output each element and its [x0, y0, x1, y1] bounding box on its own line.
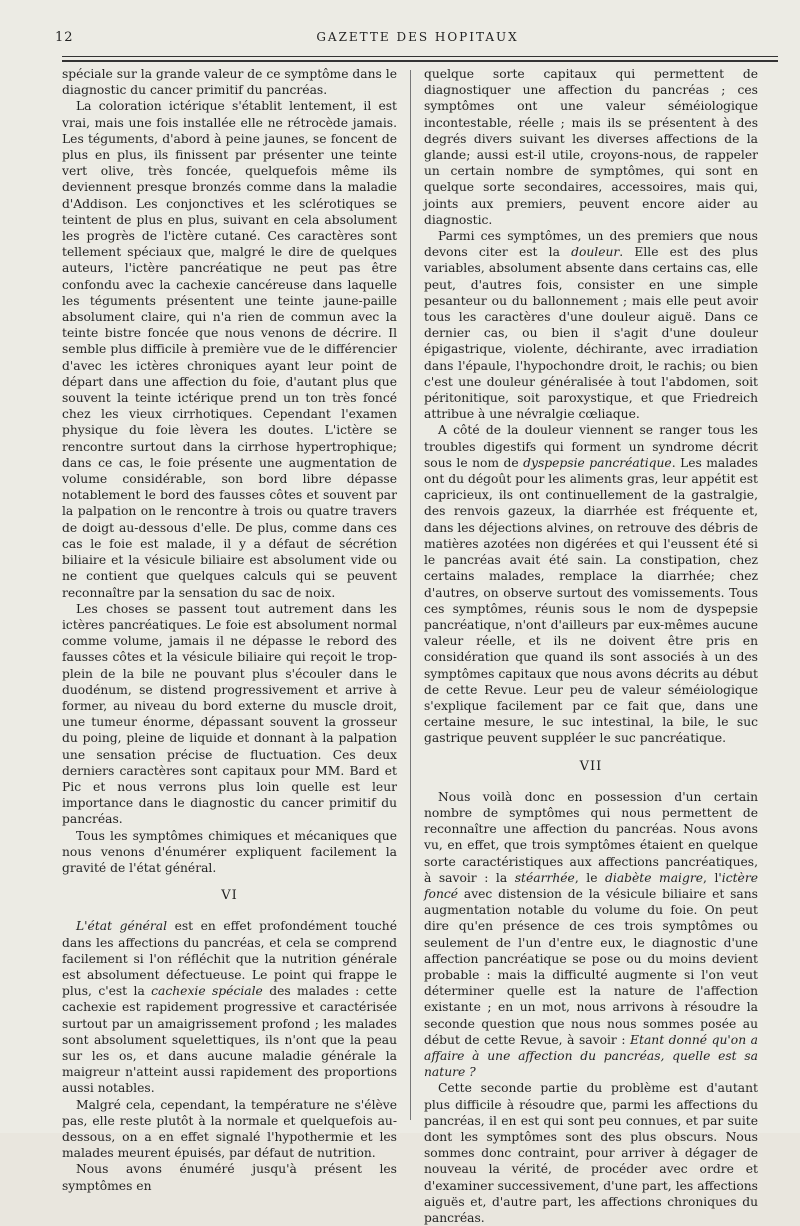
page-header — [55, 30, 780, 52]
paragraph — [424, 422, 758, 746]
text-run: . Elle est des plus variables, absolument absente dans certains cas, elle peut, d'autres fois, consister en une simple pesanteur ou du ballonnement ; mais elle peut avoir tous les caractères d'une douleur aiguë. Dans ce dernier cas, ou bien il s'agit d'une douleur épigastrique, violente, déchirante, avec irradiation dans l'épaule, l'hypochondre droit, le rachis; ou bien c'est une douleur généralisée à tout l'abdomen, soit péritonitique, soit paroxystique, et que Friedreich attribue à une névralgie cœliaque. — [424, 245, 758, 422]
running-title: GAZETTE DES HOPITAUX — [316, 30, 519, 44]
paragraph: spéciale sur la grande valeur de ce symptôme dans le diagnostic du cancer primitif du pancréas. — [62, 67, 397, 98]
emphasis: douleur — [571, 245, 620, 260]
right-column — [424, 66, 758, 1226]
page-number: 12 — [55, 30, 74, 45]
paragraph — [62, 918, 397, 1096]
text-run: des malades : cette cachexie est rapidement progressive et caractérisée surtout par un amaigrissement profond ; les malades sont absolument squelettiques, ils n'ont que la peau sur les os, et dans aucune maladie générale la maigreur n'atteint aussi rapidement des proportions aussi notables. — [62, 984, 397, 1096]
paragraph: La coloration ictérique s'établit lentement, il est vrai, mais une fois installée elle ne rétrocède jamais. Les téguments, d'abord à peine jaunes, se foncent de plus en plus, ils finissent par présenter une teinte vert olive, très foncée, quelquefois même ils deviennent presque bronzés comme dans la maladie d'Addison. Les conjonctives et les sclérotiques se teintent de plus en plus, suivant en cela absolument les progrès de l'ictère cutané. Ces caractères sont tellement spéciaux que, malgré le dire de quelques auteurs, l'ictère pancréatique ne peut pas être confondu avec la cachexie cancéreuse dans laquelle les téguments présentent une teinte jaune-paille absolument claire, qui n'a rien de commun avec la teinte bistre foncée que nous venons de décrire. Il semble plus difficile à première vue de le différencier d'avec les ictères chroniques ayant leur point de départ dans une affection du foie, d'autant plus que souvent la teinte ictérique prend un ton très foncé chez les vieux cirrhotiques. Cependant l'examen physique du foie lèvera les doutes. L'ictère se rencontre surtout dans la cirrhose hypertrophique; dans ce cas, le foie présente une augmentation de volume considérable, son bord libre dépasse notablement le bord des fausses côtes et souvent par la palpation on le rencontre à trois ou quatre travers de doigt au-dessous d'elle. De plus, comme dans ces cas le foie est malade, il y a défaut de sécrétion biliaire et la vésicule biliaire est absolument vide ou ne contient que quelques calculs qui se peuvent reconnaître par la sensation du sac de noix. — [62, 99, 397, 600]
emphasis: stéarrhée — [514, 870, 575, 885]
header-rule-thick — [62, 60, 778, 62]
paragraph: quelque sorte capitaux qui permettent de diagnostiquer une affection du pancréas ; ces symptômes ont une valeur séméiologique incontestable, réelle ; mais ils se présentent à des degrés divers suivant les diverses affections de la glande; aussi est-il utile, croyons-nous, de rappeler un certain nombre de symptômes, qui sont en quelque sorte secondaires, accessoires, mais qui, joints aux premiers, peuvent encore aider au diagnostic. — [424, 67, 758, 227]
paragraph: Cette seconde partie du problème est d'autant plus difficile à résoudre que, parmi les affections du pancréas, il en est qui sont peu connues, et par suite dont les symptômes sont des plus obscurs. Nous sommes donc contraint, pour arriver à dégager de nouveau la vérité, de procéder avec ordre et d'examiner successivement, d'une part, les affections aiguës et, d'autre part, les affections chroniques du pancréas. — [424, 1081, 758, 1226]
text-run: , l' — [703, 870, 722, 885]
emphasis: L'état général — [76, 919, 168, 934]
paragraph: Nous avons énuméré jusqu'à présent les symptômes en — [62, 1162, 397, 1193]
text-run: Parmi ces symptômes, un des premiers que nous devons citer est la — [424, 229, 758, 260]
emphasis: diabète maigre — [605, 870, 704, 885]
section-heading: VI — [221, 888, 238, 904]
text-run: . Les malades ont du dégoût pour les aliments gras, leur appétit est capricieux, ils ont continuellement de la gastralgie, des renvois gazeux, la diarrhée est fréquente et, dans les déjections alvines, on retrouve des débris de matières azotées non digérées et qui l'eussent été si le pancréas avait été sain. La constipation, chez certains malades, remplace la diarrhée; chez d'autres, on observe surtout des vomissements. Tous ces symptômes, réunis sous le nom de dyspepsie pancréatique, n'ont d'ailleurs par eux-mêmes aucune valeur réelle, et ils ne doivent être pris en considération que quand ils sont associés à un des symptômes capitaux que nous avons décrits au début de cette Revue. Leur peu de valeur séméiologique s'explique facilement par ce fait que, dans une certaine mesure, le suc intestinal, la bile, le suc gastrique peuvent suppléer le suc pancréatique. — [424, 455, 759, 746]
paragraph — [424, 789, 758, 1081]
emphasis: dyspepsie pancréatique — [523, 455, 672, 470]
text-run: A côté de la douleur viennent se ranger tous les troubles digestifs qui forment un syndrome décrit sous le nom de — [424, 423, 758, 470]
paragraph: Tous les symptômes chimiques et mécaniques que nous venons d'énumérer expliquent facilement la gravité de l'état général. — [62, 828, 397, 875]
emphasis: Etant donné qu'on a affaire à une affection du pancréas, quelle est sa nature ? — [424, 1032, 758, 1080]
left-column — [62, 66, 397, 1194]
text-run: avec distension de la vésicule biliaire et sans augmentation notable du volume du foie. On peut dire qu'en présence de ces trois symptômes ou seulement de l'un d'entre eux, le diagnostic d'une affection pancréatique se pose ou du moins devient probable : mais la difficulté augmente si l'on veut déterminer quelle est la nature de l'affection existante ; en un mot, nous arrivons à résoudre la seconde question que nous nous sommes posée au début de cette Revue, à savoir : — [424, 886, 758, 1047]
section-heading: VII — [579, 758, 603, 774]
emphasis: cachexie spéciale — [151, 984, 263, 999]
header-rule-thin — [62, 56, 778, 57]
text-run: , le — [574, 870, 606, 885]
text-run: Nous voilà donc en possession d'un certain nombre de symptômes qui nous permettent de reconnaître une affection du pancréas. Nous avons vu, en effet, que trois symptômes étaient en quelque sorte caractéristiques aux affections pancréatiques, à savoir : la — [424, 789, 758, 885]
paragraph — [424, 228, 758, 422]
paragraph: Les choses se passent tout autrement dans les ictères pancréatiques. Le foie est absolument normal comme volume, jamais il ne dépasse le rebord des fausses côtes et la vésicule biliaire qui reçoit le trop-plein de la bile ne pouvant plus s'écouler dans le duodénum, se distend progressivement et arrive à former, au niveau du bord externe du muscle droit, une tumeur énorme, dépassant souvent la grosseur du poing, pleine de liquide et donnant à la palpation une sensation précise de fluctuation. Ces deux derniers caractères sont capitaux pour MM. Bard et Pic et nous verrons plus loin quelle est leur importance dans le diagnostic du cancer primitif du pancréas. — [62, 601, 397, 827]
column-divider — [410, 70, 411, 1120]
emphasis: ictère foncé — [424, 870, 758, 901]
paragraph: Malgré cela, cependant, la température ne s'élève pas, elle reste plutôt à la normale et quelquefois au-dessous, on a en effet signalé l'hypothermie et les malades meurent épuisés, par défaut de nutrition. — [62, 1097, 397, 1161]
text-run: est en effet profondément touché dans les affections du pancréas, et cela se comprend facilement si l'on réfléchit que la nutrition générale est absolument défectueuse. Le point qui frappe le plus, c'est la — [62, 919, 398, 999]
